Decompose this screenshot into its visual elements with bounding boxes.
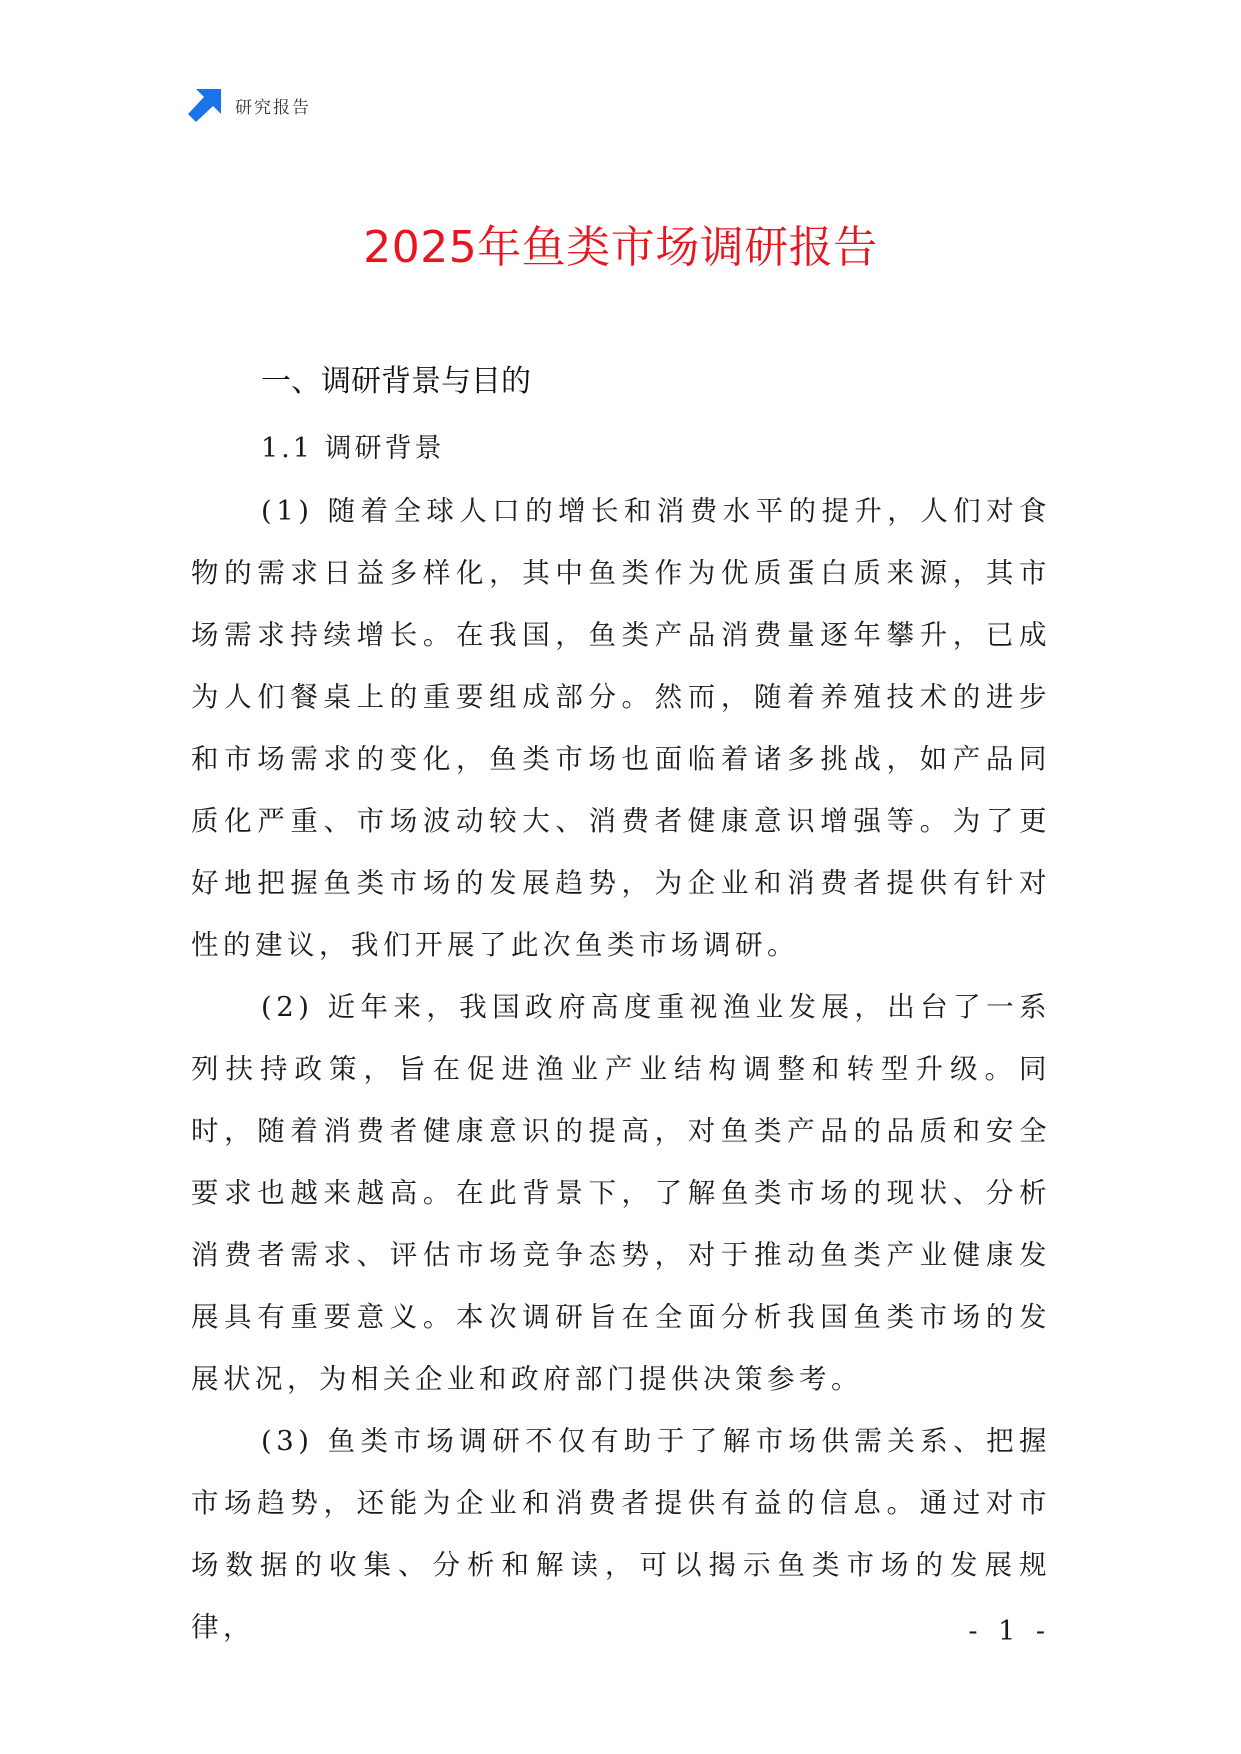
document-title: 2025年鱼类市场调研报告 — [363, 222, 878, 273]
page-number: - 1 - — [968, 1616, 1051, 1647]
section-heading: 一、调研背景与目的 — [261, 364, 531, 399]
report-header — [188, 88, 311, 122]
paragraph-3: (3) 鱼类市场调研不仅有助于了解市场供需关系、把握市场趋势，还能为企业和消费者提供有益的信息。通过对市场数据的收集、分析和解读，可以揭示鱼类市场的发展规律， — [191, 1425, 1051, 1643]
paragraph-1: (1) 随着全球人口的增长和消费水平的提升，人们对食物的需求日益多样化，其中鱼类作为优质蛋白质来源，其市场需求持续增长。在我国，鱼类产品消费量逐年攀升，已成为人们餐桌上的重要组成部分。然而，随着养殖技术的进步和市场需求的变化，鱼类市场也面临着诸多挑战，如产品同质化严重、市场波动较大、消费者健康意识增强等。为了更好地把握鱼类市场的发展趋势，为企业和消费者提供有针对性的建议，我们开展了此次鱼类市场调研。 — [191, 495, 1051, 961]
arrow-up-right-icon — [188, 89, 221, 122]
paragraph-2: (2) 近年来，我国政府高度重视渔业发展，出台了一系列扶持政策，旨在促进渔业产业结构调整和转型升级。同时，随着消费者健康意识的提高，对鱼类产品的品质和安全要求也越来越高。在此背景下，了解鱼类市场的现状、分析消费者需求、评估市场竞争态势，对于推动鱼类产业健康发展具有重要意义。本次调研旨在全面分析我国鱼类市场的发展状况，为相关企业和政府部门提供决策参考。 — [191, 991, 1051, 1395]
document-body — [191, 356, 1051, 1658]
header-label: 研究报告 — [235, 97, 311, 118]
subsection-heading: 1.1 调研背景 — [261, 433, 445, 464]
